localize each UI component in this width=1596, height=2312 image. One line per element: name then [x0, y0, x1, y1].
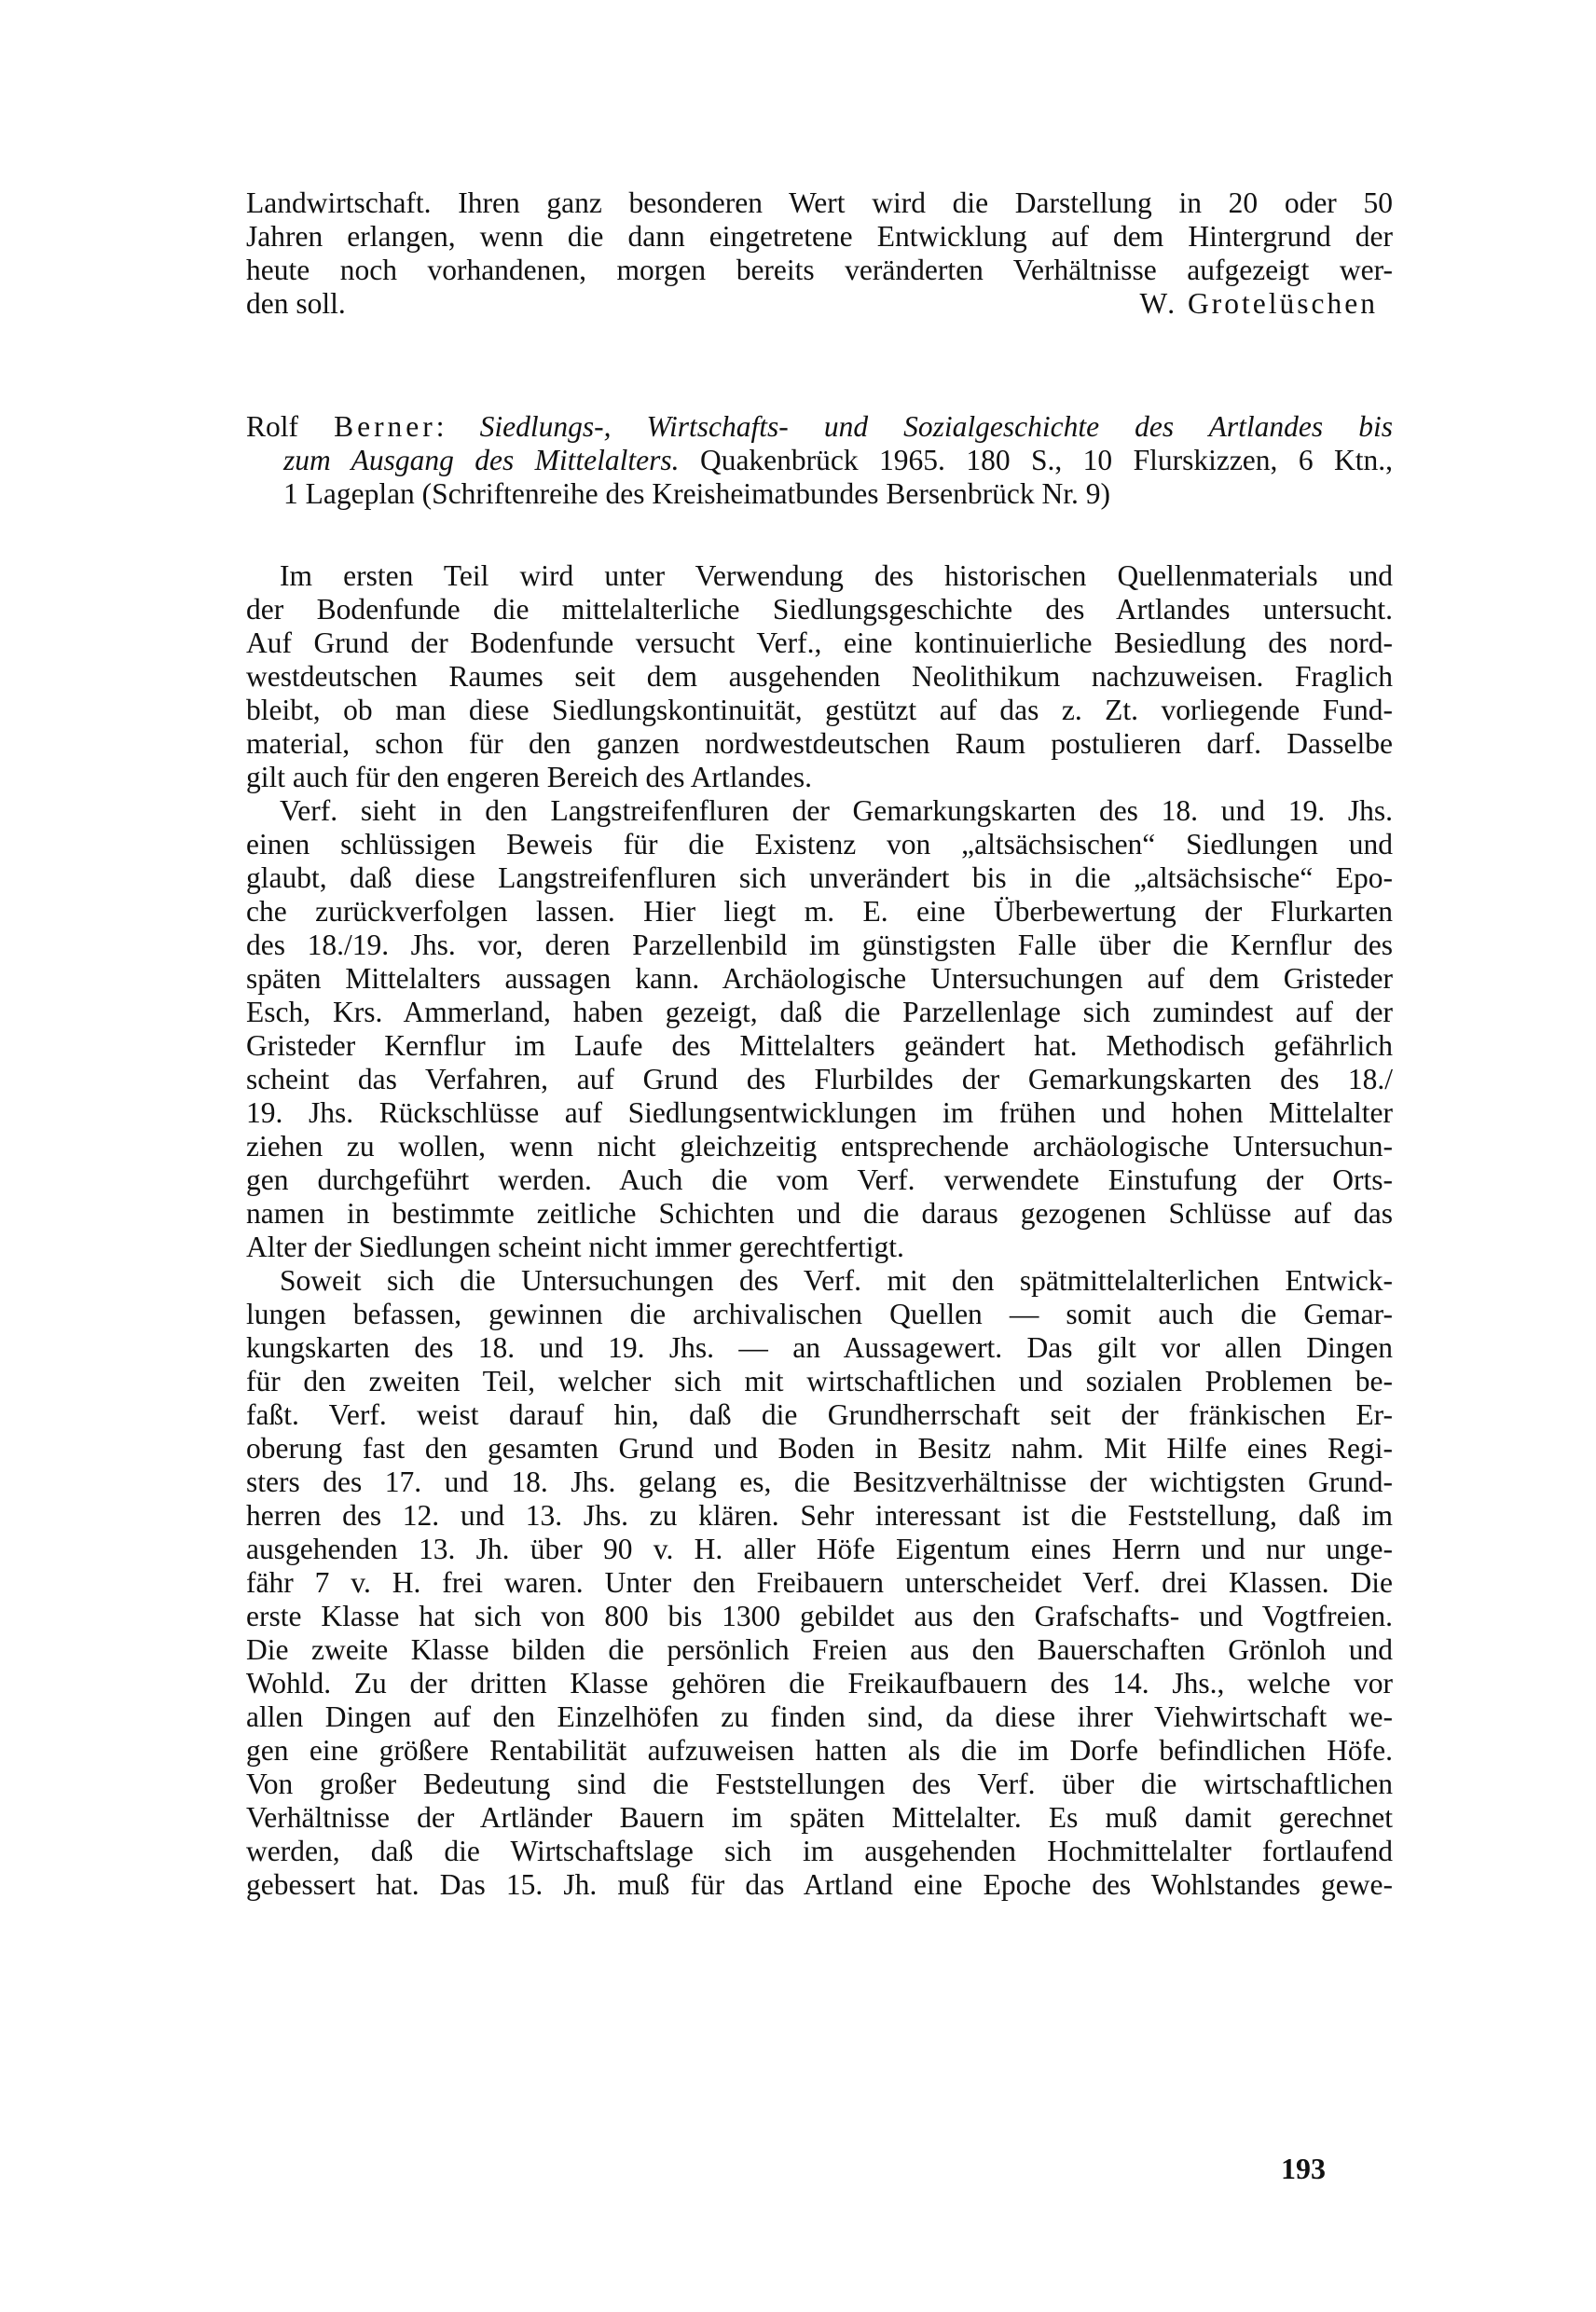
text-line: Verhältnisse der Artländer Bauern im späten Mittelalter. Es muß damit gerechnet	[246, 1801, 1393, 1834]
text-line: den soll.	[246, 287, 346, 320]
text-line: sters des 17. und 18. Jhs. gelang es, die Besitzverhältnisse der wichtigsten Grund-	[246, 1466, 1393, 1498]
text-line: Im ersten Teil wird unter Verwendung des historischen Quellenmaterials und	[280, 559, 1393, 592]
text-line: Wohld. Zu der dritten Klasse gehören die Freikaufbauern des 14. Jhs., welche vor	[246, 1667, 1393, 1700]
text-line: Die zweite Klasse bilden die persönlich Freien aus den Bauerschaften Grönloh und	[246, 1633, 1393, 1666]
text-line: faßt. Verf. weist darauf hin, daß die Grundherrschaft seit der fränkischen Er-	[246, 1398, 1393, 1431]
text-line: werden, daß die Wirtschaftslage sich im ausgehenden Hochmittelalter fortlaufend	[246, 1835, 1393, 1867]
text-line: 19. Jhs. Rückschlüsse auf Siedlungsentwicklungen im frühen und hohen Mittelalter	[246, 1096, 1393, 1129]
text-line: Soweit sich die Untersuchungen des Verf. mit den spätmittelalterlichen Entwick-	[280, 1264, 1393, 1297]
closing-line	[246, 287, 1393, 321]
colon: :	[435, 410, 480, 443]
review-body	[246, 559, 1393, 1902]
text-line: gilt auch für den engeren Bereich des Artlandes.	[246, 761, 813, 793]
text-line: lungen befassen, gewinnen die archivalischen Quellen — somit auch die Gemar-	[246, 1298, 1393, 1330]
text-line: Verf. sieht in den Langstreifenfluren der Gemarkungskarten des 18. und 19. Jhs.	[280, 794, 1393, 827]
text-line: scheint das Verfahren, auf Grund des Flurbildes der Gemarkungskarten des 18./	[246, 1063, 1393, 1095]
text-line: gen eine größere Rentabilität aufzuweisen hatten als die im Dorfe befindlichen Höfe.	[246, 1734, 1393, 1767]
book-reference	[246, 410, 1393, 511]
reviewer-signature: W. Grotelüschen	[1139, 287, 1378, 320]
text-line: che zurückverfolgen lassen. Hier liegt m. E. eine Überbewertung der Flurkarten	[246, 895, 1393, 928]
text-line: Von großer Bedeutung sind die Feststellungen des Verf. über die wirtschaftlichen	[246, 1768, 1393, 1800]
text-line: allen Dingen auf den Einzelhöfen zu finden sind, da diese ihrer Viehwirtschaft we-	[246, 1700, 1393, 1733]
text-line: des 18./19. Jhs. vor, deren Parzellenbild im günstigsten Falle über die Kernflur des	[246, 929, 1393, 961]
text-line: einen schlüssigen Beweis für die Existenz von „altsächsischen“ Siedlungen und	[246, 828, 1393, 860]
page-number: 193	[1281, 2152, 1326, 2185]
text-line: Alter der Siedlungen scheint nicht immer gerechtfertigt.	[246, 1231, 904, 1263]
text-line: westdeutschen Raumes seit dem ausgehenden Neolithikum nachzuweisen. Fraglich	[246, 660, 1393, 693]
text-line: kungskarten des 18. und 19. Jhs. — an Aussagewert. Das gilt vor allen Dingen	[246, 1331, 1393, 1364]
text-line: Landwirtschaft. Ihren ganz besonderen Wert wird die Darstellung in 20 oder 50	[246, 186, 1393, 219]
text-line: für den zweiten Teil, welcher sich mit wirtschaftlichen und sozialen Problemen be-	[246, 1365, 1393, 1397]
author-first-name: Rolf	[246, 410, 335, 443]
text-line: glaubt, daß diese Langstreifenfluren sich unverändert bis in die „altsächsische“ Epo-	[246, 861, 1393, 894]
text-line: gebessert hat. Das 15. Jh. muß für das Artland eine Epoche des Wohlstandes gewe-	[246, 1868, 1393, 1901]
text-line: Jahren erlangen, wenn die dann eingetretene Entwicklung auf dem Hintergrund der	[246, 220, 1393, 253]
text-line: fähr 7 v. H. frei waren. Unter den Freibauern unterscheidet Verf. drei Klassen. Die	[246, 1566, 1393, 1599]
text-line: Auf Grund der Bodenfunde versucht Verf., eine kontinuierliche Besiedlung des nord-	[246, 626, 1393, 659]
text-line: material, schon für den ganzen nordwestdeutschen Raum postulieren darf. Dasselbe	[246, 727, 1393, 760]
text-line: oberung fast den gesamten Grund und Boden in Besitz nahm. Mit Hilfe eines Regi-	[246, 1432, 1393, 1465]
text-line: herren des 12. und 13. Jhs. zu klären. Sehr interessant ist die Feststellung, daß im	[246, 1499, 1393, 1532]
series-details: 1 Lageplan (Schriftenreihe des Kreisheimatbundes Bersenbrück Nr. 9)	[283, 477, 1110, 510]
author-last-name: Berner	[334, 410, 436, 443]
text-line: namen in bestimmte zeitliche Schichten und die daraus gezogenen Schlüsse auf das	[246, 1197, 1393, 1230]
publication-details: Quakenbrück 1965. 180 S., 10 Flurskizzen, 6 Ktn.,	[679, 444, 1393, 476]
review-conclusion	[246, 186, 1393, 321]
text-line: ausgehenden 13. Jh. über 90 v. H. aller Höfe Eigentum eines Herrn und nur unge-	[246, 1533, 1393, 1565]
book-title: Siedlungs-, Wirtschafts- und Sozialgeschichte des Artlandes bis	[479, 410, 1393, 443]
reference-line	[246, 410, 1393, 444]
text-line: der Bodenfunde die mittelalterliche Siedlungsgeschichte des Artlandes untersucht.	[246, 593, 1393, 626]
reference-line	[246, 444, 1393, 477]
text-line: Gristeder Kernflur im Laufe des Mittelalters geändert hat. Methodisch gefährlich	[246, 1029, 1393, 1062]
text-line: ziehen zu wollen, wenn nicht gleichzeitig entsprechende archäologische Untersuchun-	[246, 1130, 1393, 1163]
text-line: späten Mittelalters aussagen kann. Archäologische Untersuchungen auf dem Gristeder	[246, 962, 1393, 995]
book-title-cont: zum Ausgang des Mittelalters.	[283, 444, 680, 476]
text-line: bleibt, ob man diese Siedlungskontinuität, gestützt auf das z. Zt. vorliegende Fund-	[246, 694, 1393, 726]
text-line: Esch, Krs. Ammerland, haben gezeigt, daß die Parzellenlage sich zumindest auf der	[246, 996, 1393, 1028]
text-line: gen durchgeführt werden. Auch die vom Verf. verwendete Einstufung der Orts-	[246, 1163, 1393, 1196]
text-line: erste Klasse hat sich von 800 bis 1300 gebildet aus den Grafschafts- und Vogtfreien.	[246, 1600, 1393, 1632]
text-line: heute noch vorhandenen, morgen bereits veränderten Verhältnisse aufgezeigt wer-	[246, 254, 1393, 286]
reference-line	[246, 477, 1393, 511]
